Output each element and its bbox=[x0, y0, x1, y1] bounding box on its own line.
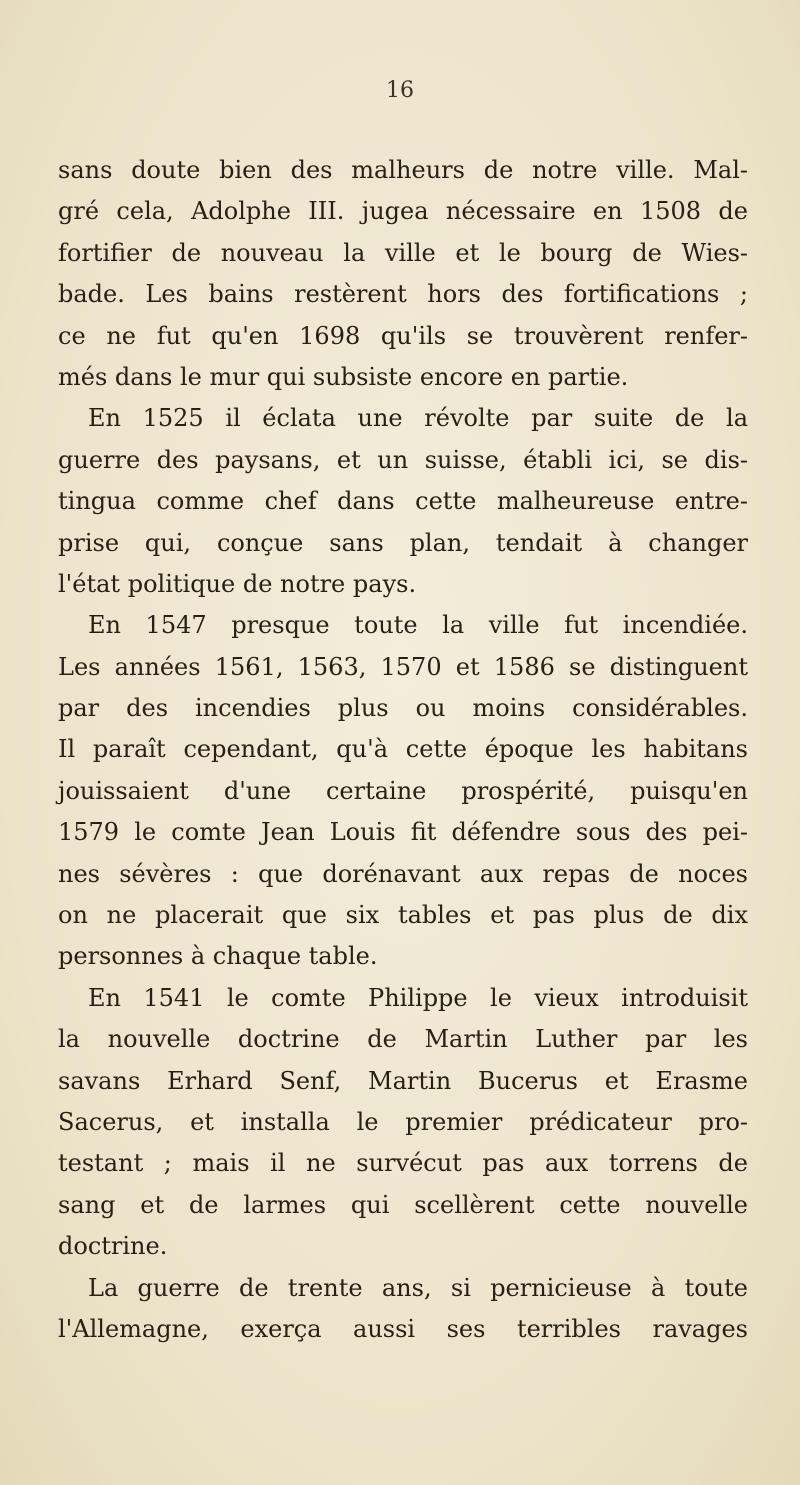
text-line: sang et de larmes qui scellèrent cette nouvelle bbox=[58, 1190, 748, 1219]
text-line: personnes à chaque table. bbox=[58, 942, 378, 971]
text-line: ce ne fut qu'en 1698 qu'ils se trouvèrent renfer- bbox=[58, 321, 748, 350]
text-line: l'état politique de notre pays. bbox=[58, 569, 417, 598]
text-line: Il paraît cependant, qu'à cette époque les habitans bbox=[58, 735, 748, 764]
text-line: l'Allemagne, exerça aussi ses terribles ravages bbox=[58, 1314, 748, 1343]
text-line: sans doute bien des malheurs de notre ville. Mal- bbox=[58, 156, 748, 184]
text-line: guerre des paysans, et un suisse, établi ici, se dis- bbox=[58, 445, 748, 474]
text-line: par des incendies plus ou moins considérables. bbox=[58, 694, 748, 723]
text-line: tingua comme chef dans cette malheureuse entre- bbox=[58, 487, 748, 516]
text-line: savans Erhard Senf, Martin Bucerus et Erasme bbox=[58, 1066, 748, 1095]
text-line: En 1525 il éclata une révolte par suite de la bbox=[88, 404, 748, 433]
text-line: La guerre de trente ans, si pernicieuse à toute bbox=[88, 1273, 748, 1302]
text-line: Sacerus, et installa le premier prédicateur pro- bbox=[58, 1107, 748, 1136]
text-line: doctrine. bbox=[58, 1232, 168, 1261]
page-number: 16 bbox=[386, 78, 414, 103]
text-line: En 1547 presque toute la ville fut incendiée. bbox=[88, 611, 748, 640]
body-text bbox=[58, 150, 748, 1350]
text-line: testant ; mais il ne survécut pas aux torrens de bbox=[58, 1149, 748, 1178]
text-line: prise qui, conçue sans plan, tendait à changer bbox=[58, 528, 748, 557]
text-line: on ne placerait que six tables et pas plus de dix bbox=[58, 901, 748, 930]
text-line: 1579 le comte Jean Louis fit défendre sous des pei- bbox=[58, 818, 748, 847]
text-line: En 1541 le comte Philippe le vieux introduisit bbox=[88, 983, 748, 1012]
text-line: Les années 1561, 1563, 1570 et 1586 se distinguent bbox=[58, 652, 748, 681]
text-line: més dans le mur qui subsiste encore en partie. bbox=[58, 362, 629, 391]
text-line: la nouvelle doctrine de Martin Luther par les bbox=[58, 1025, 748, 1054]
text-line: gré cela, Adolphe III. jugea nécessaire en 1508 de bbox=[58, 197, 748, 226]
text-line: nes sévères : que dorénavant aux repas de noces bbox=[58, 859, 748, 888]
text-line: fortifier de nouveau la ville et le bourg de Wies- bbox=[58, 238, 748, 267]
text-line: jouissaient d'une certaine prospérité, puisqu'en bbox=[58, 776, 748, 805]
text-line: bade. Les bains restèrent hors des fortifications ; bbox=[58, 280, 748, 309]
